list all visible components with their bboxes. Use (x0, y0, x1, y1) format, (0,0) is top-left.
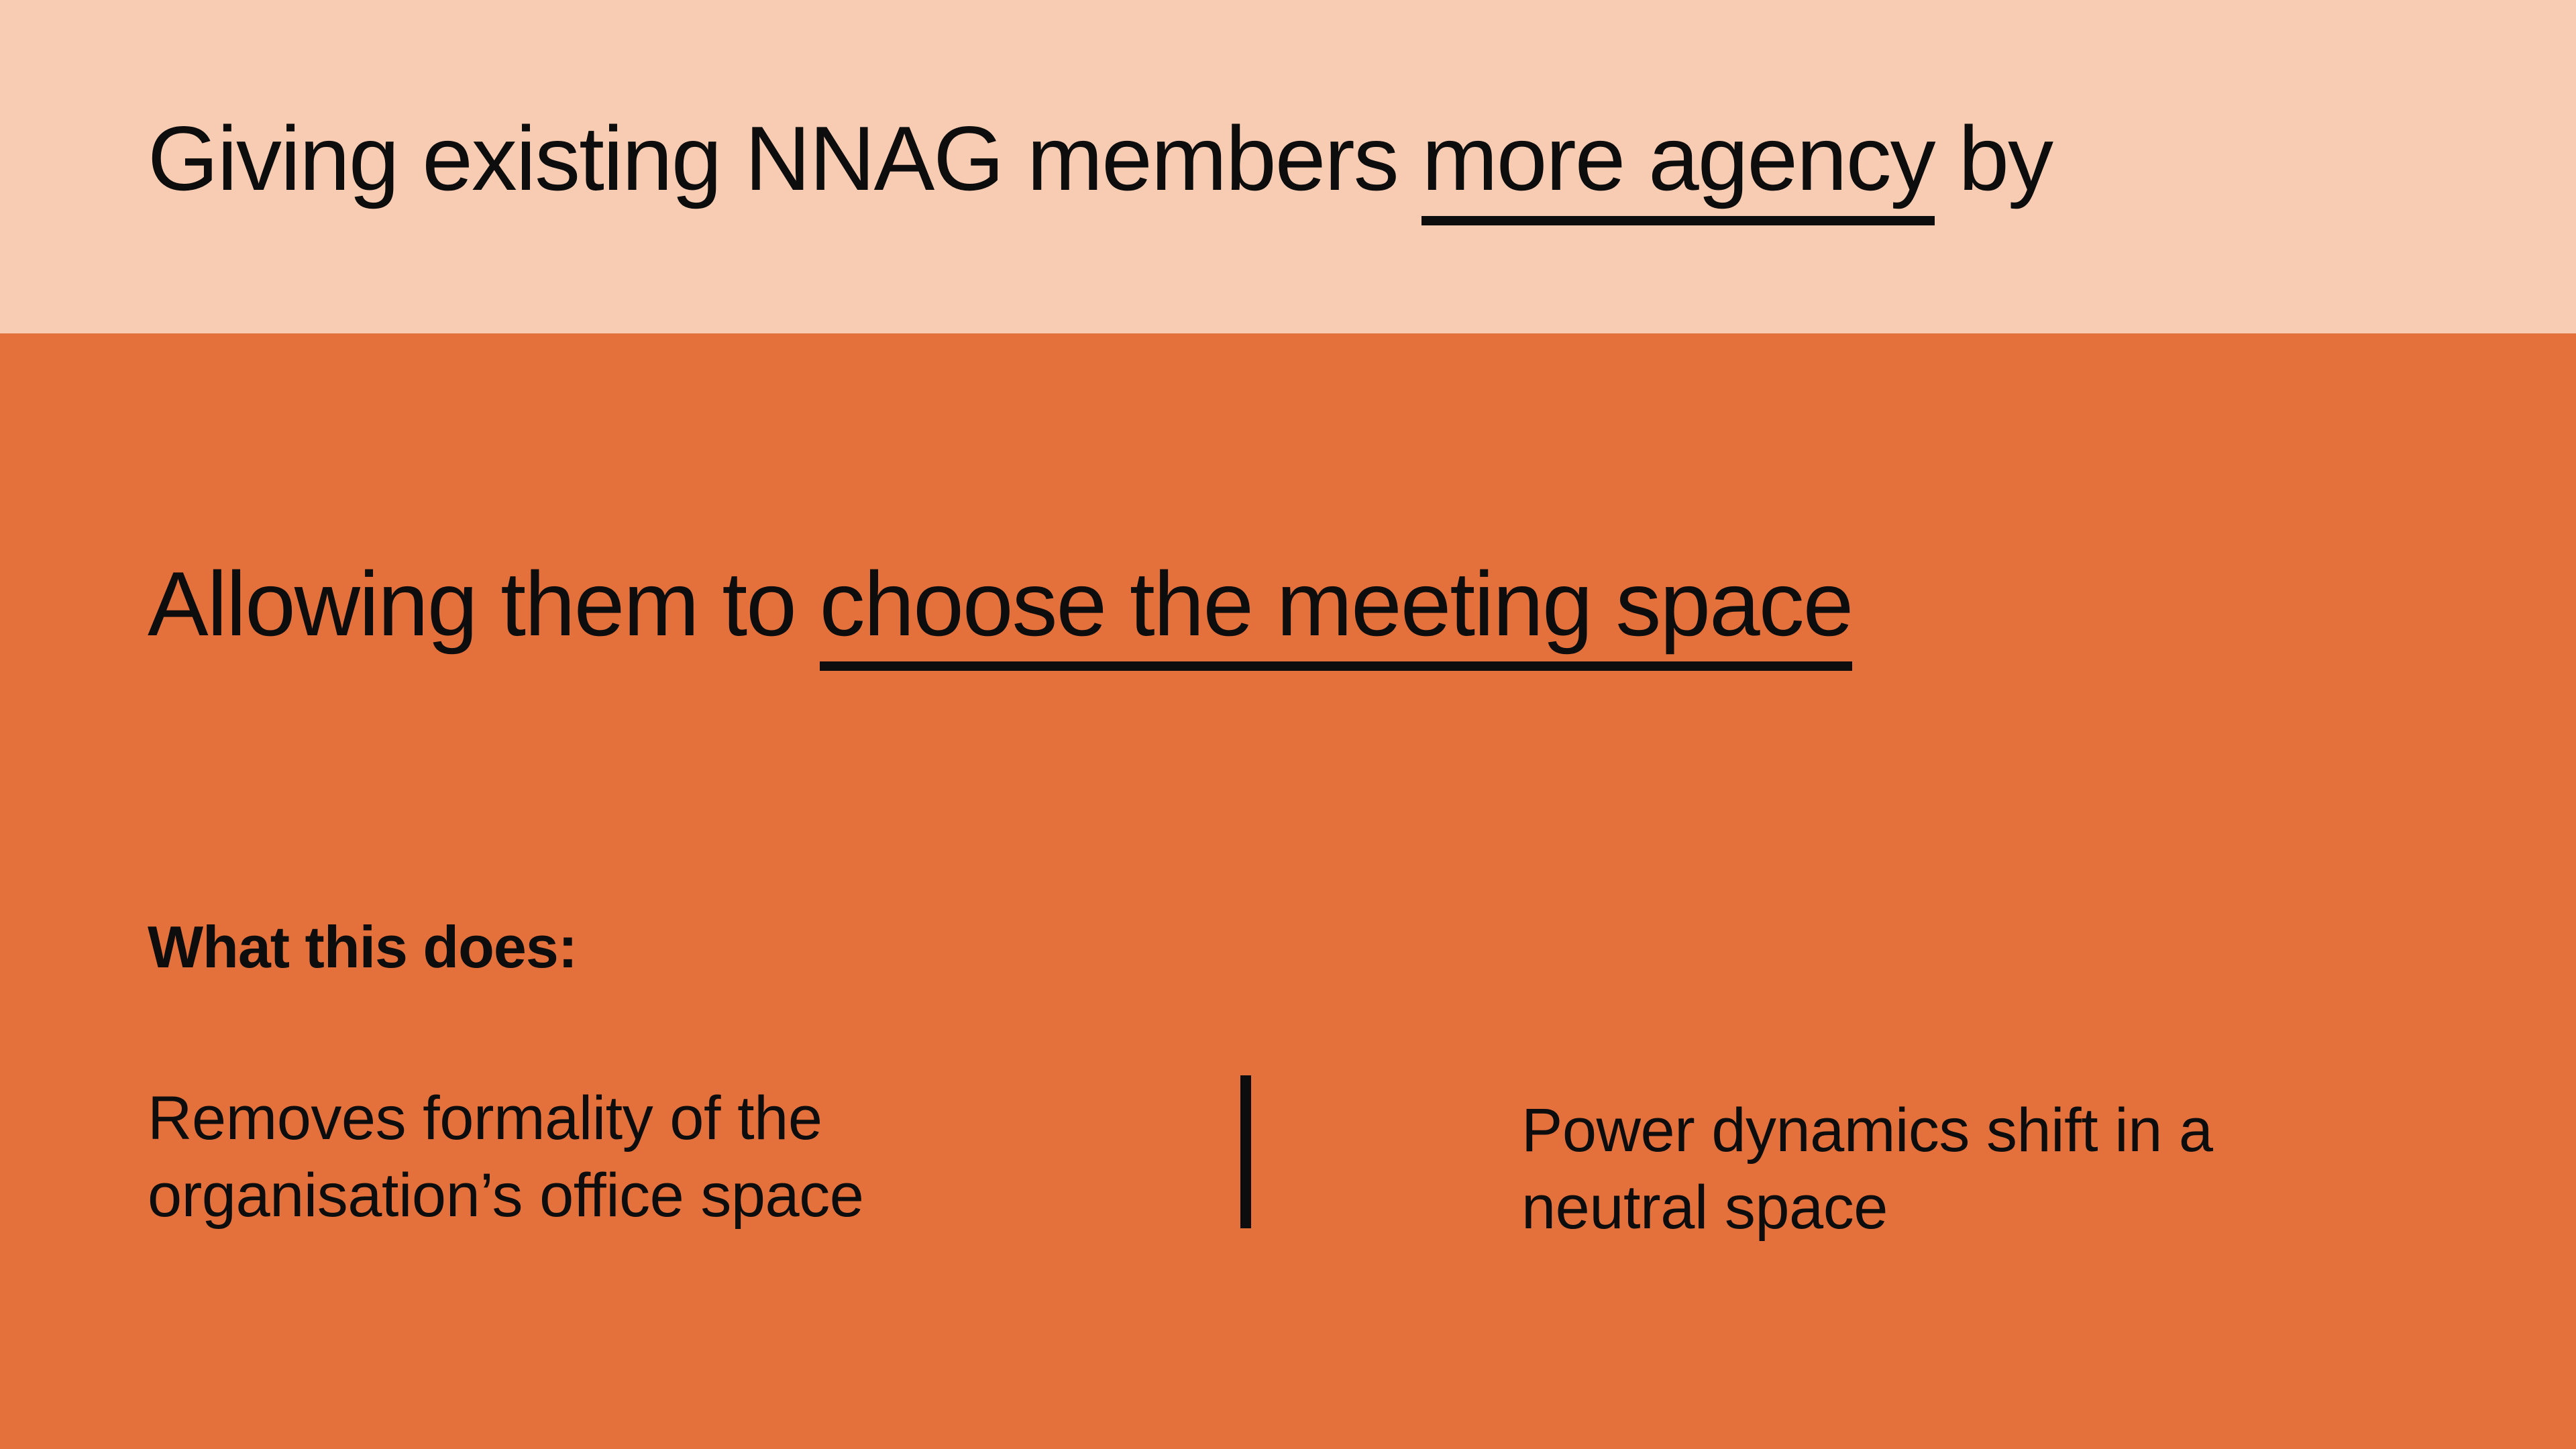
vertical-divider (1240, 1075, 1251, 1228)
section-subheading: What this does: (148, 914, 578, 980)
point-formality: Removes formality of the organisation’s office space (148, 1084, 864, 1230)
statement-highlight: choose the meeting space (820, 558, 1853, 671)
statement-prefix: Allowing them to (148, 553, 820, 655)
point-power-dynamics: Power dynamics shift in a neutral space (1521, 1096, 2213, 1242)
statement (148, 553, 1853, 671)
header-band (0, 0, 2576, 333)
content-band (0, 333, 2576, 1449)
header-title-suffix: by (1934, 107, 2053, 209)
header-title (148, 107, 2053, 225)
header-title-prefix: Giving existing NNAG members (148, 107, 1422, 209)
header-title-highlight: more agency (1421, 113, 1934, 225)
